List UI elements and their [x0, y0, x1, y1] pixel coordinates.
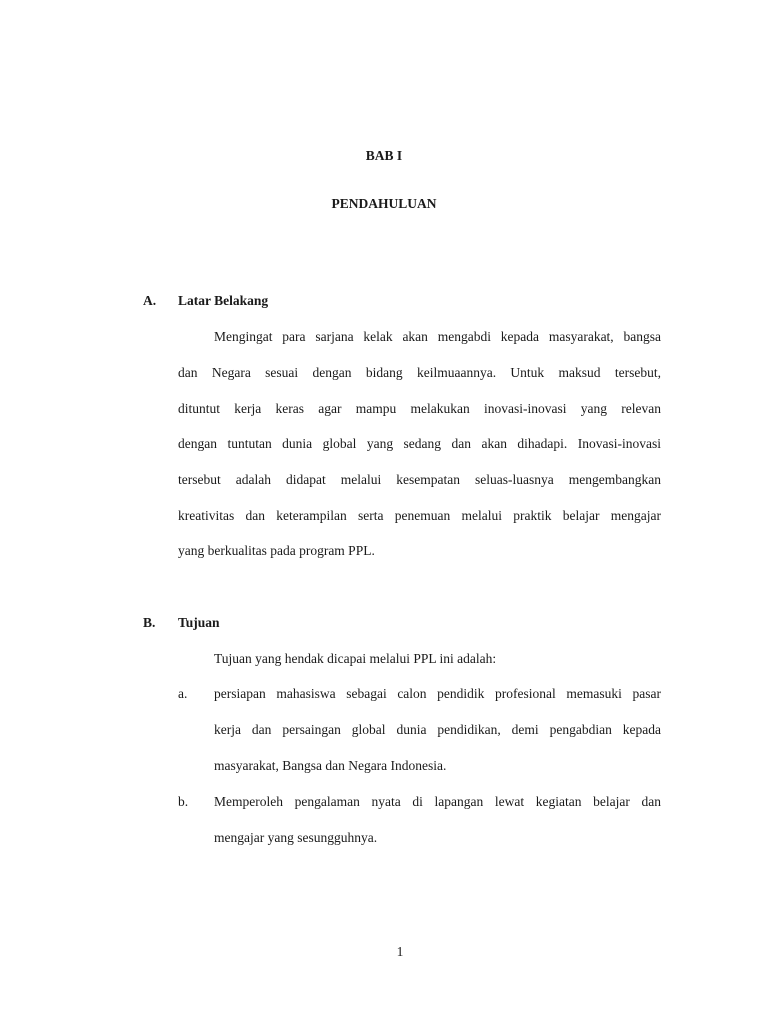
- section-a-title: Latar Belakang: [178, 293, 269, 308]
- paragraph-line: tersebut adalah didapat melalui kesempatan seluas-luasnya mengembangkan: [178, 472, 661, 487]
- list-item-b-marker: b.: [178, 794, 189, 809]
- list-item-line: kerja dan persaingan global dunia pendidikan, demi pengabdian kepada: [214, 722, 661, 737]
- list-item-a-marker: a.: [178, 686, 188, 701]
- page-number: 1: [396, 944, 404, 959]
- list-item-line: masyarakat, Bangsa dan Negara Indonesia.: [214, 758, 447, 773]
- paragraph-line: dan Negara sesuai dengan bidang keilmuaannya. Untuk maksud tersebut,: [178, 365, 661, 380]
- paragraph-line: kreativitas dan keterampilan serta penemuan melalui praktik belajar mengajar: [178, 508, 661, 523]
- list-item-line: Memperoleh pengalaman nyata di lapangan lewat kegiatan belajar dan: [214, 794, 661, 809]
- paragraph-line: Mengingat para sarjana kelak akan mengabdi kepada masyarakat, bangsa: [214, 329, 661, 344]
- chapter-number: BAB I: [365, 148, 403, 163]
- section-b-intro: Tujuan yang hendak dicapai melalui PPL ini adalah:: [214, 651, 497, 666]
- paragraph-line: yang berkualitas pada program PPL.: [178, 543, 375, 558]
- chapter-title: PENDAHULUAN: [331, 196, 437, 211]
- paragraph-line: dengan tuntutan dunia global yang sedang dan akan dihadapi. Inovasi-inovasi: [178, 436, 661, 451]
- section-a-letter: A.: [143, 293, 157, 308]
- section-b-title: Tujuan: [178, 615, 220, 630]
- list-item-line: mengajar yang sesungguhnya.: [214, 830, 378, 845]
- section-b-letter: B.: [143, 615, 156, 630]
- paragraph-line: dituntut kerja keras agar mampu melakukan inovasi-inovasi yang relevan: [178, 401, 661, 416]
- list-item-line: persiapan mahasiswa sebagai calon pendidik profesional memasuki pasar: [214, 686, 661, 701]
